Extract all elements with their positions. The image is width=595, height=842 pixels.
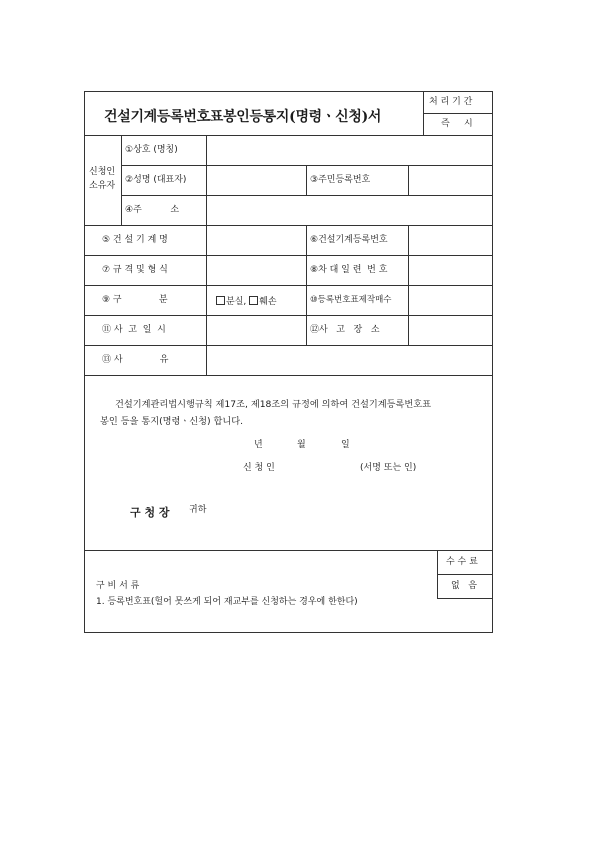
machine-reg-no-label: ⑥건설기계등록번호 <box>310 235 388 245</box>
divider <box>437 598 493 599</box>
divider <box>437 574 493 575</box>
resident-no-field[interactable] <box>409 166 492 195</box>
category-label: ⑨ 구 분 <box>102 295 168 305</box>
signature-label: (서명 또는 인) <box>360 463 417 473</box>
date-month: 월 <box>297 440 306 450</box>
damaged-checkbox[interactable] <box>249 296 258 305</box>
date-day: 일 <box>341 440 350 450</box>
lost-option-label: 분실, <box>226 297 247 307</box>
owner-group-label: 소유자 <box>89 181 116 191</box>
plate-count-label: ⑩등록번호표제작매수 <box>310 295 392 305</box>
accident-place-label: ⑫사 고 장 소 <box>310 325 380 335</box>
applicant-group-label: 신청인 <box>89 167 116 177</box>
company-field[interactable] <box>207 136 492 165</box>
divider <box>423 113 493 114</box>
divider <box>306 165 307 195</box>
divider <box>121 135 122 225</box>
required-docs-item: 1. 등록번호표(헐어 못쓰게 되어 재교부를 신청하는 경우에 한한다) <box>96 597 358 607</box>
processing-period-label: 처 리 기 간 <box>429 97 473 107</box>
accident-date-field[interactable] <box>207 316 305 345</box>
damaged-option-label: 훼손 <box>259 297 277 307</box>
machine-name-field[interactable] <box>207 226 305 255</box>
accident-place-field[interactable] <box>409 316 492 345</box>
processing-period-value: 즉 시 <box>441 119 473 129</box>
divider <box>423 91 424 135</box>
recipient-suffix: 귀하 <box>189 505 207 515</box>
accident-date-label: ⑪ 사 고 일 시 <box>102 325 166 335</box>
name-label: ②성명 (대표자) <box>125 175 187 185</box>
lost-checkbox[interactable] <box>216 296 225 305</box>
fee-label: 수 수 료 <box>446 557 478 567</box>
divider <box>84 550 493 551</box>
address-field[interactable] <box>207 196 492 225</box>
statement-line-1: 건설기계관리법시행규칙 제17조, 제18조의 규정에 의하여 건설기계등록번호표 <box>115 399 432 410</box>
address-label: ④주 소 <box>125 205 180 215</box>
chassis-no-field[interactable] <box>409 256 492 285</box>
machine-name-label: ⑤ 건 설 기 계 명 <box>102 235 168 245</box>
plate-count-field[interactable] <box>409 286 492 315</box>
chassis-no-label: ⑧차 대 일 련 번 호 <box>310 265 388 275</box>
form-title: 건설기계등록번호표봉인등통지(명령ㆍ신청)서 <box>104 109 382 125</box>
reason-field[interactable] <box>207 346 492 375</box>
fee-value: 없 음 <box>451 581 477 591</box>
required-docs-title: 구 비 서 류 <box>96 581 140 591</box>
divider <box>306 225 307 345</box>
machine-reg-no-field[interactable] <box>409 226 492 255</box>
date-year: 년 <box>254 440 263 450</box>
divider <box>84 375 493 376</box>
resident-no-label: ③주민등록번호 <box>310 175 371 185</box>
applicant-label: 신 청 인 <box>243 463 275 473</box>
statement-line-2: 봉인 등을 통지(명령ㆍ신청) 합니다. <box>100 416 244 427</box>
spec-field[interactable] <box>207 256 305 285</box>
category-options <box>216 296 277 307</box>
recipient: 구 청 장 <box>130 506 170 519</box>
company-label: ①상호 (명칭) <box>125 145 178 155</box>
name-field[interactable] <box>207 166 305 195</box>
spec-label: ⑦ 규 격 및 형 식 <box>102 265 168 275</box>
reason-label: ⑬ 사 유 <box>102 355 169 365</box>
